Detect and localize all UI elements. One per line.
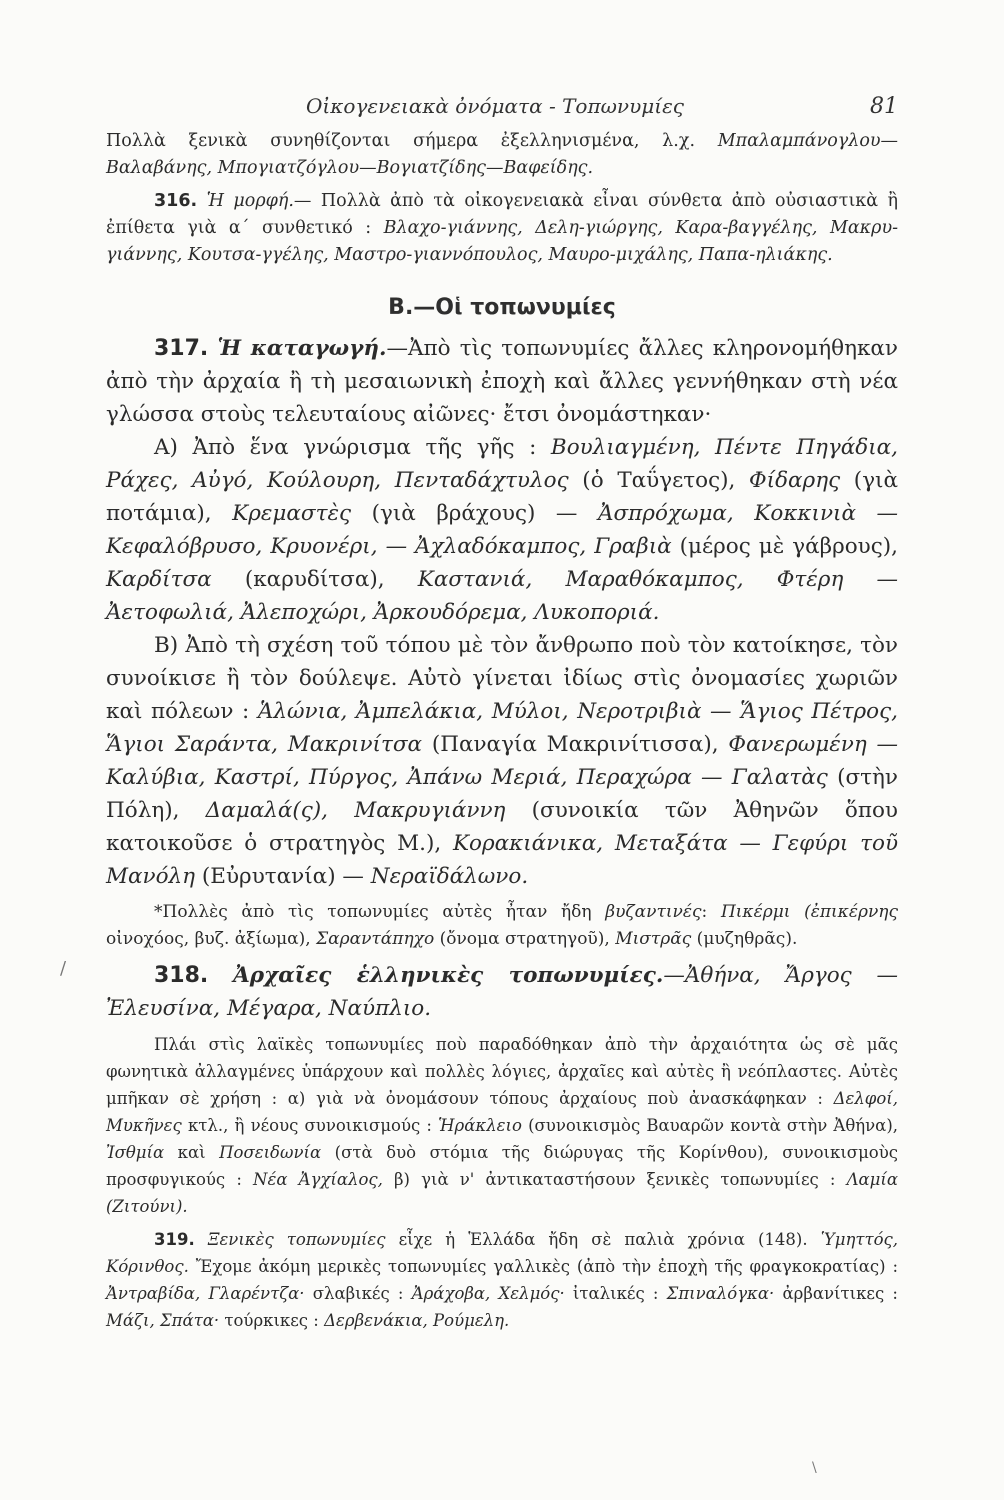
paragraph-b-text: (Εὐρυτανία) — bbox=[195, 864, 371, 889]
note-318-example: Ἡράκλειο bbox=[438, 1116, 522, 1135]
paragraph-a-text: (μέρος μὲ γάβρους), bbox=[671, 534, 899, 559]
section-heading: Β.—Οἱ τοπωνυμίες bbox=[388, 295, 616, 320]
paragraph-a-lead: Α) Ἀπὸ ἕνα γνώρισμα τῆς γῆς : bbox=[154, 435, 551, 460]
byz-note-text: (μυζηθρᾶς). bbox=[691, 929, 798, 949]
paragraph-317-a bbox=[106, 431, 898, 629]
paragraph-a-text: (γιὰ βράχους) — bbox=[351, 501, 598, 526]
paragraph-319-text: τούρκικες : bbox=[219, 1311, 325, 1330]
note-318-example: Ἰσθμία bbox=[106, 1143, 165, 1162]
byz-note-text: (ὄνομα στρατηγοῦ), bbox=[434, 929, 616, 949]
paragraph-a-example: Βουλιαγμένη, Πέντε Πηγάδια, Ράχες, Αὐγό, Κούλουρη, Πενταδάχτυλος bbox=[106, 435, 899, 493]
section-number-319: 319. bbox=[154, 1230, 195, 1249]
byz-note-example: Μιστρᾶς bbox=[615, 929, 692, 949]
paragraph-a-text: (καρυδίτσα), bbox=[211, 567, 418, 592]
paragraph-318 bbox=[106, 959, 898, 1025]
paragraph-319-example: Ἀράχοβα, Χελμός· bbox=[411, 1284, 565, 1303]
note-318-example: Ποσειδωνία bbox=[219, 1143, 322, 1162]
paragraph-b-example: Ἁλώνια, Ἀμπελάκια, Μύλοι, Νεροτριβιὰ — Ἅγιος Πέτρος, Ἅγιοι Σαράντα, Μακρινίτσα bbox=[106, 699, 899, 757]
note-318-example: Λαμία (Ζιτούνι). bbox=[106, 1170, 898, 1216]
paragraph-b-example: Κορακιάνικα, Μεταξάτα — Γεφύρι τοῦ Μανόλη bbox=[106, 831, 899, 889]
paragraph-317 bbox=[106, 332, 898, 431]
section-title-319: Ξενικὲς τοπωνυμίες bbox=[207, 1230, 386, 1249]
intro-text: Πολλὰ ξενικὰ συνηθίζονται σήμερα ἐξελληνισμένα, λ.χ. bbox=[106, 131, 718, 151]
intro-paragraph bbox=[106, 128, 898, 182]
byz-note-text: οἰνοχόος, βυζ. ἀξίωμα), bbox=[106, 929, 317, 949]
intro-examples: Μπαλαμπάνογλου—Βαλαβάνης, Μπογιατζόγλου—Βογιατζίδης—Βαφείδης. bbox=[106, 131, 898, 178]
paragraph-319-text: ἀρβανίτικες : bbox=[774, 1284, 898, 1303]
section-number-316: 316. bbox=[154, 191, 198, 211]
byz-note-text: : bbox=[701, 902, 721, 922]
margin-pencil-mark: \ bbox=[812, 1460, 817, 1476]
paragraph-a-example: Κρεμαστὲς bbox=[232, 501, 352, 526]
paragraph-b-lead: Β) Ἀπὸ τὴ σχέση τοῦ τόπου μὲ τὸν ἄνθρωπο ποὺ τὸν κατοίκησε, τὸν συνοίκισε ἢ τὸν δούλεψε. Αὐτὸ γίνεται ἰδίως στὶς ὀνομασίες χωριῶν καὶ πόλεων : bbox=[106, 633, 898, 724]
paragraph-317-b bbox=[106, 629, 898, 893]
paragraph-318-note bbox=[106, 1031, 898, 1220]
note-318-text: Πλάι στὶς λαϊκὲς τοπωνυμίες ποὺ παραδόθηκαν ἀπὸ τὴν ἀρχαιότητα ὡς σὲ μᾶς φωνητικὰ ἀλλαγμένες ὑπάρχουν καὶ πολλὲς λόγιες, ἀρχαῖες καὶ αὐτὲς ἢ νεόπλαστες. Αὐτὲς μπῆκαν σὲ χρήση : α) γιὰ νὰ ὀνομάσουν τόπους ἀρχαίους ποὺ ἀνασκάφηκαν : bbox=[106, 1035, 898, 1108]
section-title-316: Ἡ μορφή. bbox=[206, 191, 294, 211]
note-318-text: κτλ., ἢ νέους συνοικισμούς : bbox=[181, 1116, 439, 1135]
byz-note-example: Πικέρμι (ἐπικέρνης bbox=[720, 902, 898, 922]
paragraph-b-example: Δαμαλά(ς), Μακρυγιάννη bbox=[205, 798, 506, 823]
paragraph-b-example: Φανερωμένη — Καλύβια, Καστρί, Πύργος, Ἀπάνω Μεριά, Περαχώρα — Γαλατὰς bbox=[106, 732, 898, 790]
running-head bbox=[106, 88, 898, 118]
paragraph-319-example: Μάζι, Σπάτα· bbox=[106, 1311, 220, 1330]
margin-pencil-mark: / bbox=[60, 958, 67, 979]
paragraph-a-text: (ὁ Ταΰγετος), bbox=[568, 468, 750, 493]
note-318-text: (συνοικισμὸς Βαυαρῶν κοντὰ στὴν Ἀθήνα), bbox=[521, 1116, 898, 1135]
paragraph-319-text: εἶχε ἡ Ἑλλάδα ἤδη σὲ παλιὰ χρόνια (148). bbox=[385, 1230, 821, 1249]
paragraph-319-example: Δερβενάκια, Ρούμελη. bbox=[324, 1311, 510, 1330]
paragraph-318-examples: —Ἀθήνα, Ἄργος — Ἐλευσίνα, Μέγαρα, Ναύπλιο. bbox=[106, 963, 898, 1021]
note-318-example: Νέα Ἀγχίαλος, bbox=[253, 1170, 383, 1189]
paragraph-b-text: (συνοικία τῶν Ἀθηνῶν ὅπου κατοικοῦσε ὁ στρατηγὸς Μ.), bbox=[106, 798, 898, 856]
note-318-example: Δελφοί, Μυκῆνες bbox=[106, 1089, 898, 1135]
paragraph-b-text: (στὴν Πόλη), bbox=[106, 765, 898, 823]
note-318-text: β) γιὰ ν' ἀντικαταστήσουν ξενικὲς τοπωνυμίες : bbox=[382, 1170, 847, 1189]
section-number-317: 317. bbox=[154, 336, 209, 361]
paragraph-319-example: Ὑμηττός, Κόρινθος. bbox=[106, 1230, 899, 1276]
byz-note-example: βυζαντινές bbox=[605, 902, 702, 922]
page-number: 81 bbox=[870, 94, 898, 119]
paragraph-a-text: (γιὰ ποτάμια), bbox=[106, 468, 898, 526]
paragraph-316-text: — Πολλὰ ἀπὸ τὰ οἰκογενειακὰ εἶναι σύνθετα ἀπὸ οὐσιαστικὰ ἢ ἐπίθετα γιὰ α΄ συνθετικό : bbox=[106, 191, 898, 238]
paragraph-b-example: Νεραϊδάλωνο. bbox=[370, 864, 529, 889]
paragraph-316-examples: Βλαχο-γιάννης, Δελη-γιώργης, Καρα-βαγγέλης, Μακρυ-γιάννης, Κουτσα-γγέλης, Μαστρο-γιαννόπουλος, Μαυρο-μιχάλης, Παπα-ηλιάκης. bbox=[106, 218, 898, 265]
section-title-317: Ἡ καταγωγή. bbox=[217, 336, 387, 361]
paragraph-a-example: Καστανιά, Μαραθόκαμπος, Φτέρη — Ἀετοφωλιά, Ἀλεποχώρι, Ἀρκουδόρεμα, Λυκοποριά. bbox=[106, 567, 898, 625]
paragraph-a-example: Φίδαρης bbox=[749, 468, 841, 493]
paragraph-319-text: Ἔχομε ἀκόμη μερικὲς τοπωνυμίες γαλλικὲς (ἀπὸ τὴν ἐποχὴ τῆς φραγκοκρατίας) : bbox=[188, 1257, 898, 1276]
paragraph-317-text: —Ἀπὸ τὶς τοπωνυμίες ἄλλες κληρονομήθηκαν ἀπὸ τὴν ἀρχαία ἢ τὴ μεσαιωνικὴ ἐποχὴ καὶ ἄλλες γεννήθηκαν στὴ νέα γλώσσα στοὺς τελευταίους αἰῶνες· ἔτσι ὀνομάστηκαν· bbox=[106, 336, 898, 427]
paragraph-319-text: σλαβικές : bbox=[304, 1284, 412, 1303]
paragraph-a-example: Καρδίτσα bbox=[106, 567, 212, 592]
byz-note-text: Πολλὲς ἀπὸ τὶς τοπωνυμίες αὐτὲς ἦταν ἤδη bbox=[162, 902, 606, 922]
note-318-text: (στὰ δυὸ στόμια τῆς διώρυγας τῆς Κορίνθου), συνοικισμοὺς προσφυγικούς : bbox=[106, 1143, 898, 1189]
paragraph-316 bbox=[106, 188, 898, 269]
paragraph-a-example: Ἀσπρόχωμα, Κοκκινιὰ — Κεφαλόβρυσο, Κρυονέρι, — Ἀχλαδόκαμπος, Γραβιὰ bbox=[106, 501, 898, 559]
paragraph-319-text: ἰταλικές : bbox=[564, 1284, 667, 1303]
note-asterisk: * bbox=[154, 902, 163, 922]
paragraph-b-text: (Παναγία Μακρινίτισσα), bbox=[422, 732, 729, 757]
paragraph-319-example: Ἀντραβίδα, Γλαρέντζα· bbox=[106, 1284, 305, 1303]
byz-note-example: Σαραντάπηχο bbox=[316, 929, 435, 949]
paragraph-319 bbox=[106, 1226, 898, 1334]
paragraph-319-example: Σπιναλόγκα· bbox=[666, 1284, 775, 1303]
byzantine-note bbox=[106, 899, 898, 953]
book-page bbox=[106, 88, 898, 1334]
section-number-318: 318. bbox=[154, 963, 209, 988]
section-title-318: Ἀρχαῖες ἑλληνικὲς τοπωνυμίες. bbox=[233, 963, 664, 988]
running-head-title: Οἰκογενειακὰ ὀνόματα - Τοπωνυμίες bbox=[306, 94, 685, 118]
note-318-text: καὶ bbox=[164, 1143, 220, 1162]
